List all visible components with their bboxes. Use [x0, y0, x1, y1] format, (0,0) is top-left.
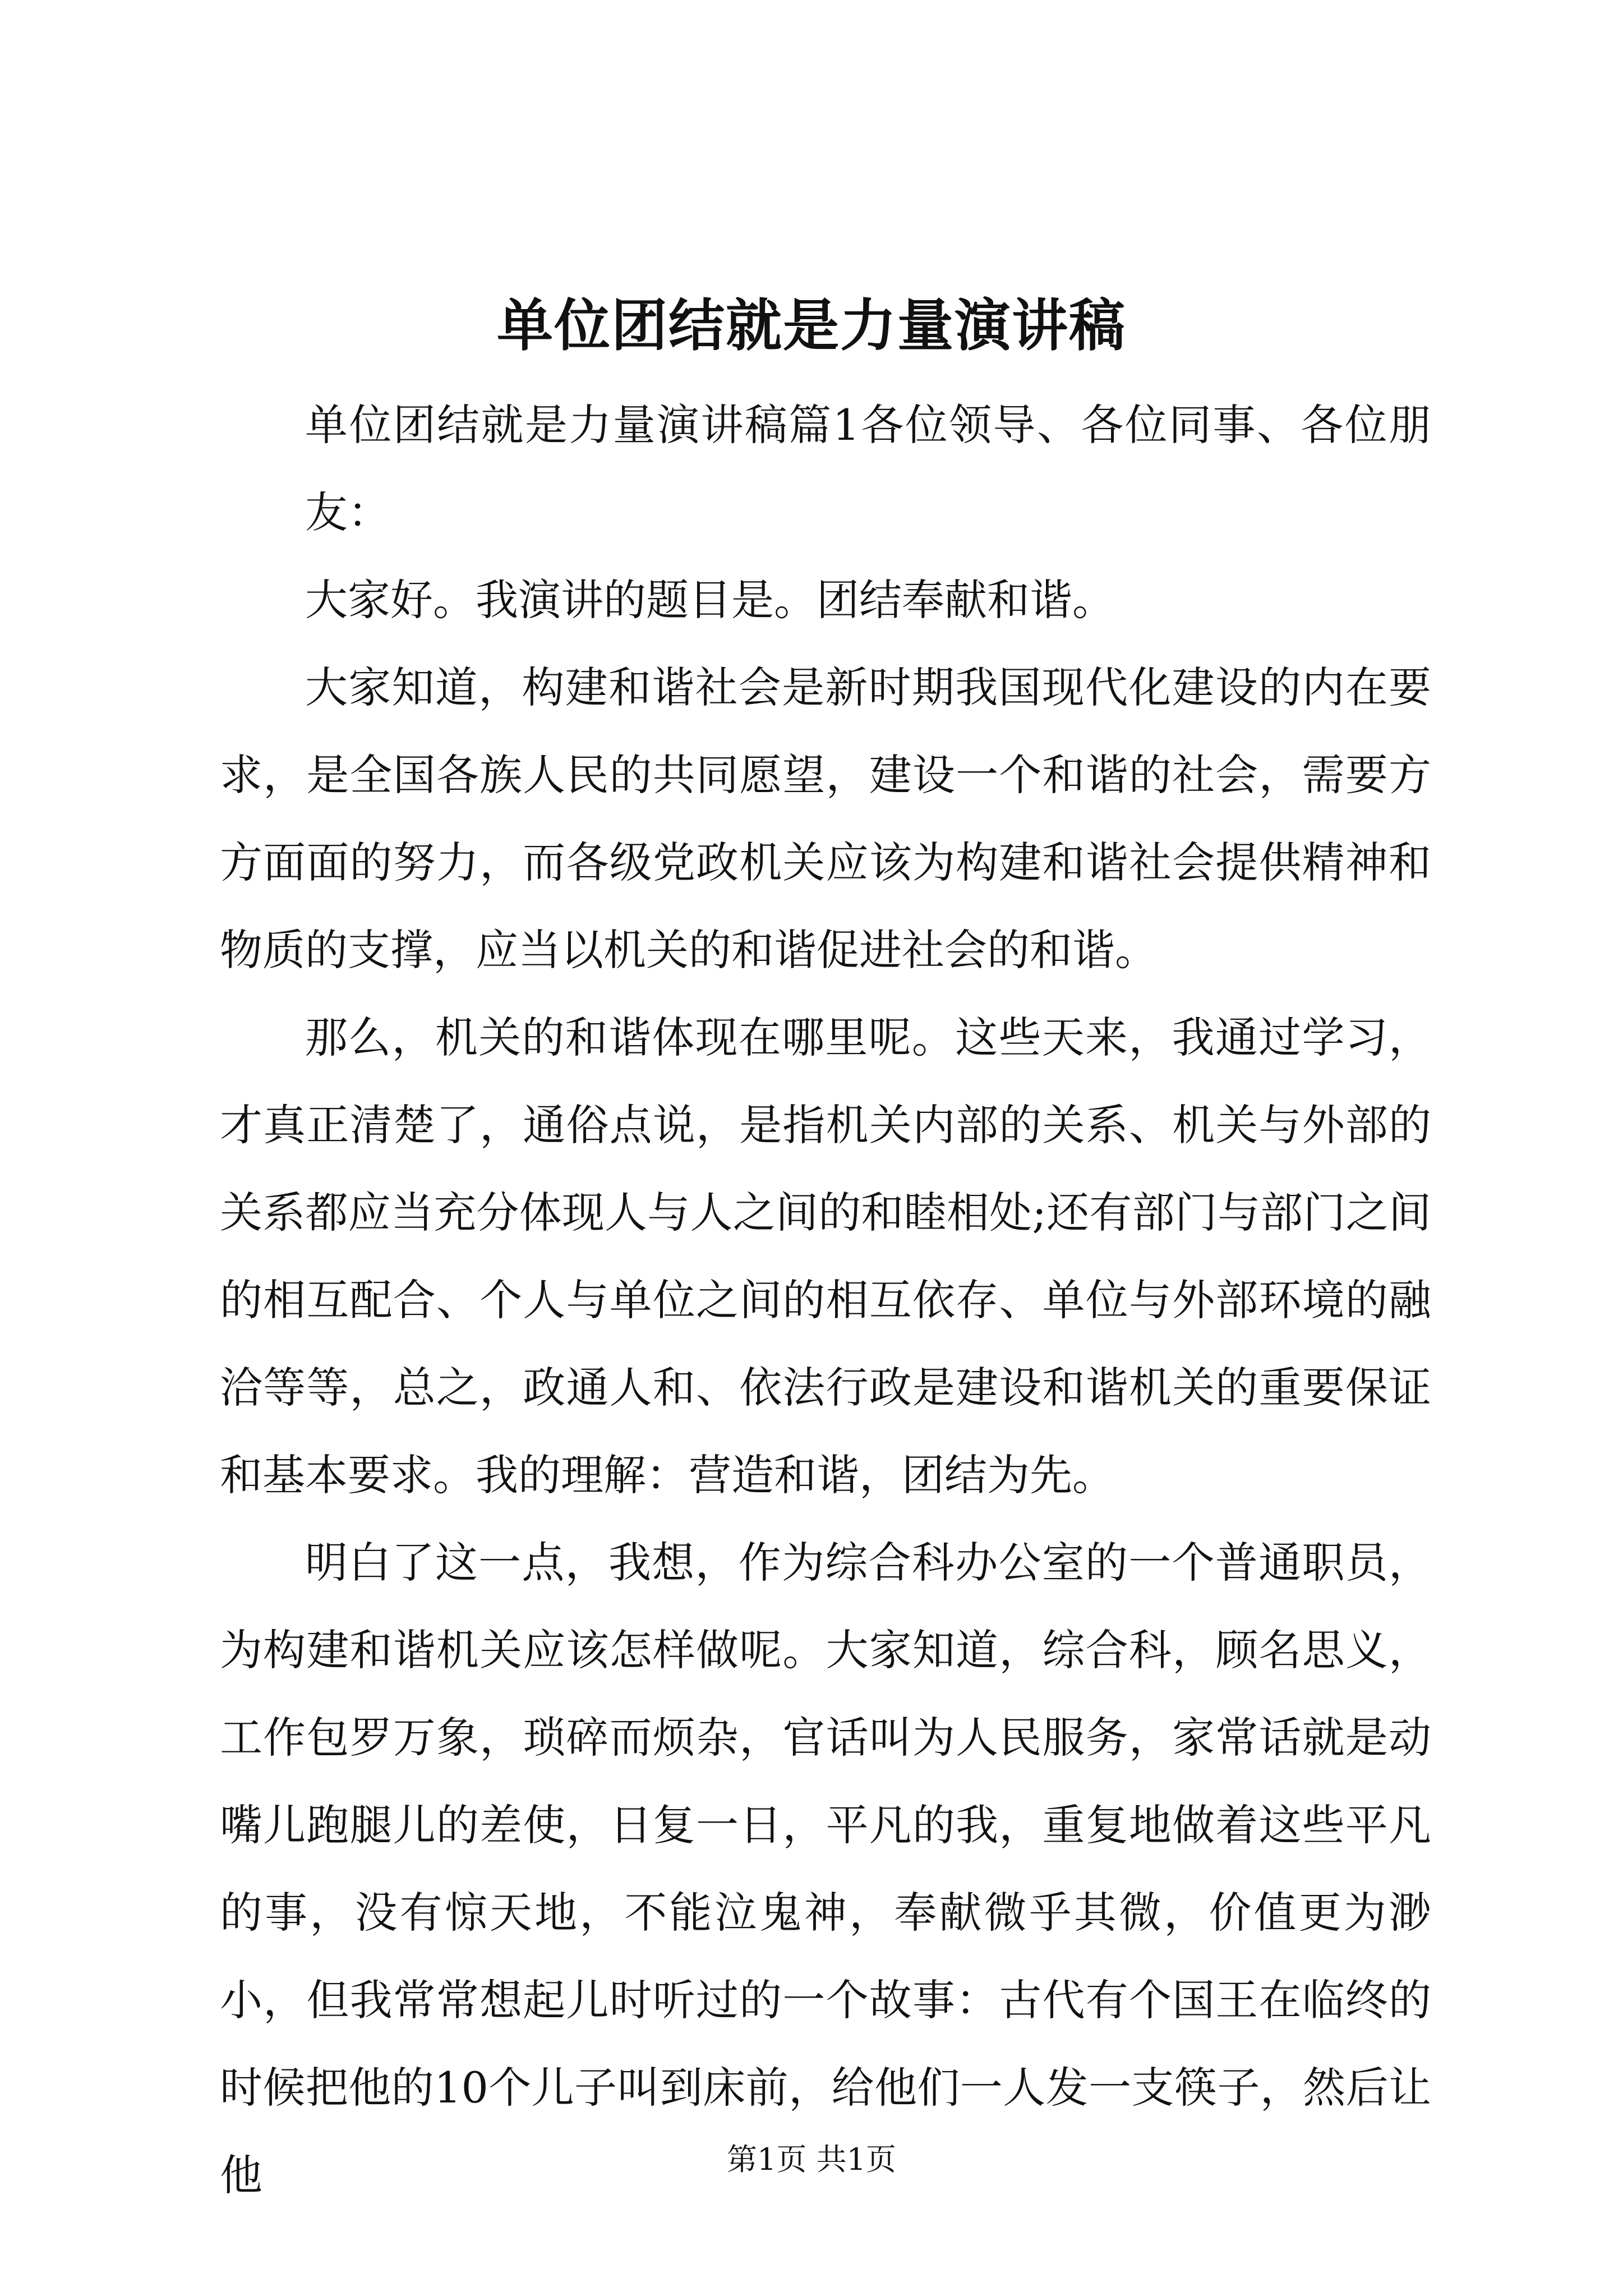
paragraph-greeting: 单位团结就是力量演讲稿篇1各位领导、各位同事、各位朋友：	[305, 400, 1431, 537]
document-title: 单位团结就是力量演讲稿	[497, 292, 1126, 358]
paragraph-opening: 大家好。我演讲的题目是。团结奉献和谐。	[305, 575, 1115, 625]
page-number-footer: 第1页 共1页	[727, 2142, 896, 2177]
paragraph-office-work: 明白了这一点，我想，作为综合科办公室的一个普通职员，为构建和谐机关应该怎样做呢。大家知道，综合科，顾名思义，工作包罗万象，琐碎而烦杂，官话叫为人民服务，家常话就是动嘴儿跑腿儿的差使，日复一日，平凡的我，重复地做着这些平凡的事，没有惊天地，不能泣鬼神，奉献微乎其微，价值更为渺小，但我常常想起儿时听过的一个故事：古代有个国王在临终的时候把他的10个儿子叫到床前，给他们一人发一支筷子，然后让他	[220, 1538, 1431, 2200]
paragraph-agency-harmony: 那么，机关的和谐体现在哪里呢。这些天来，我通过学习，才真正清楚了，通俗点说，是指机关内部的关系、机关与外部的关系都应当充分体现人与人之间的和睦相处;还有部门与部门之间的相互配合、个人与单位之间的相互依存、单位与外部环境的融洽等等，总之，政通人和、依法行政是建设和谐机关的重要保证和基本要求。我的理解：营造和谐，团结为先。	[220, 1013, 1431, 1500]
paragraph-harmonious-society: 大家知道，构建和谐社会是新时期我国现代化建设的内在要求，是全国各族人民的共同愿望，建设一个和谐的社会，需要方方面面的努力，而各级党政机关应该为构建和谐社会提供精神和物质的支撑，应当以机关的和谐促进社会的和谐。	[220, 662, 1431, 975]
document-body	[220, 381, 1431, 2219]
